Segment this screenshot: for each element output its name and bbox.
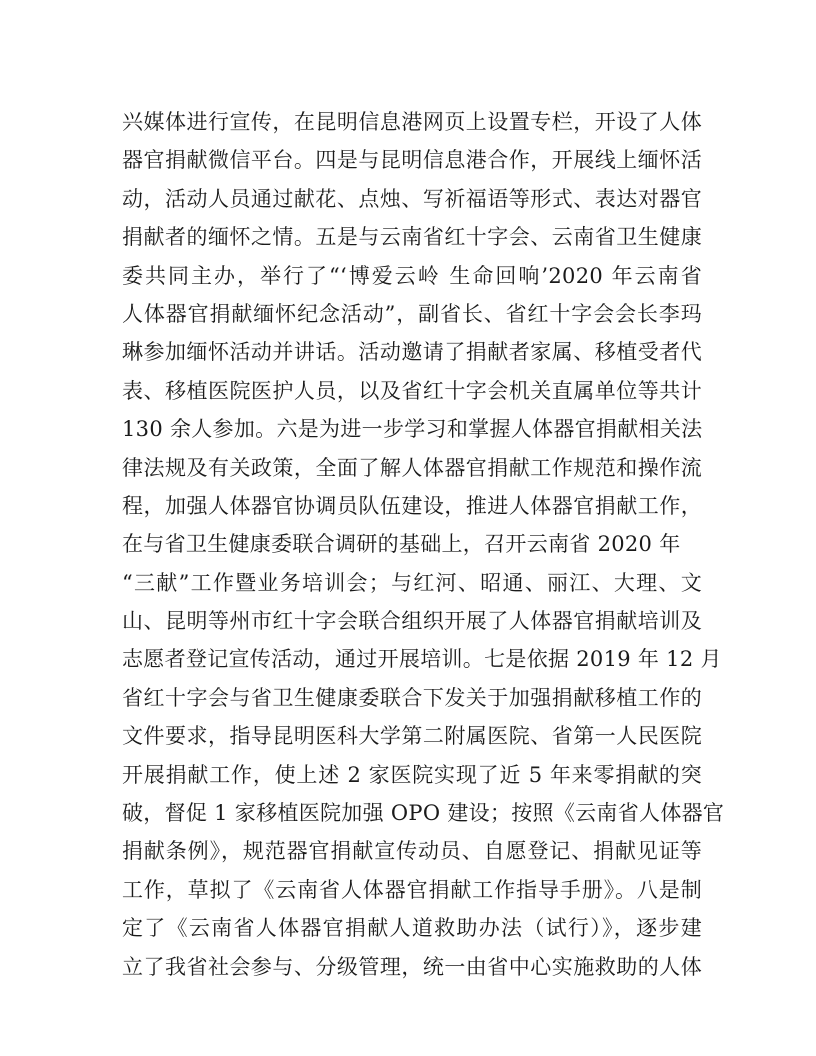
text-line: 器官捐献微信平台。四是与昆明信息港合作，开展线上缅怀活 [122,148,702,173]
text-line: 文件要求，指导昆明医科大学第二附属医院、省第一人民医院 [122,724,702,749]
text-line: 省红十字会与省卫生健康委联合下发关于加强捐献移植工作的 [122,685,702,710]
text-line: 委共同主办，举行了“‘博爱云岭 生命回响’2020 年云南省 [122,263,702,288]
body-text [122,103,725,986]
text-line: 琳参加缅怀活动并讲话。活动邀请了捐献者家属、移植受者代 [122,340,702,365]
text-line: 志愿者登记宣传活动，通过开展培训。七是依据 2019 年 12 月 [122,647,722,672]
text-line: 表、移植医院医护人员，以及省红十字会机关直属单位等共计 [122,378,702,403]
text-line: 动，活动人员通过献花、点烛、写祈福语等形式、表达对器官 [122,186,702,211]
text-line: 立了我省社会参与、分级管理，统一由省中心实施救助的人体 [122,954,702,979]
text-line: 律法规及有关政策，全面了解人体器官捐献工作规范和操作流 [122,455,702,480]
text-line: 定了《云南省人体器官捐献人道救助办法（试行）》，逐步建 [122,916,702,941]
text-line: 人体器官捐献缅怀纪念活动”，副省长、省红十字会会长李玛 [122,301,702,326]
text-line: 捐献条例》，规范器官捐献宣传动员、自愿登记、捐献见证等 [122,839,702,864]
text-line: 程，加强人体器官协调员队伍建设，推进人体器官捐献工作， [122,493,702,518]
text-line: 破，督促 1 家移植医院加强 OPO 建设；按照《云南省人体器官 [122,801,725,826]
text-line: 在与省卫生健康委联合调研的基础上，召开云南省 2020 年 [122,532,681,557]
text-line: 兴媒体进行宣传，在昆明信息港网页上设置专栏，开设了人体 [122,110,702,134]
text-line: 工作，草拟了《云南省人体器官捐献工作指导手册》。八是制 [122,877,702,902]
text-line: 开展捐献工作，使上述 2 家医院实现了近 5 年来零捐献的突 [122,762,702,787]
text-line: 130 余人参加。六是为进一步学习和掌握人体器官捐献相关法 [122,417,703,442]
text-line: “三献”工作暨业务培训会；与红河、昭通、丽江、大理、文 [122,570,702,595]
text-line: 山、昆明等州市红十字会联合组织开展了人体器官捐献培训及 [122,609,702,634]
text-line: 捐献者的缅怀之情。五是与云南省红十字会、云南省卫生健康 [122,225,702,250]
